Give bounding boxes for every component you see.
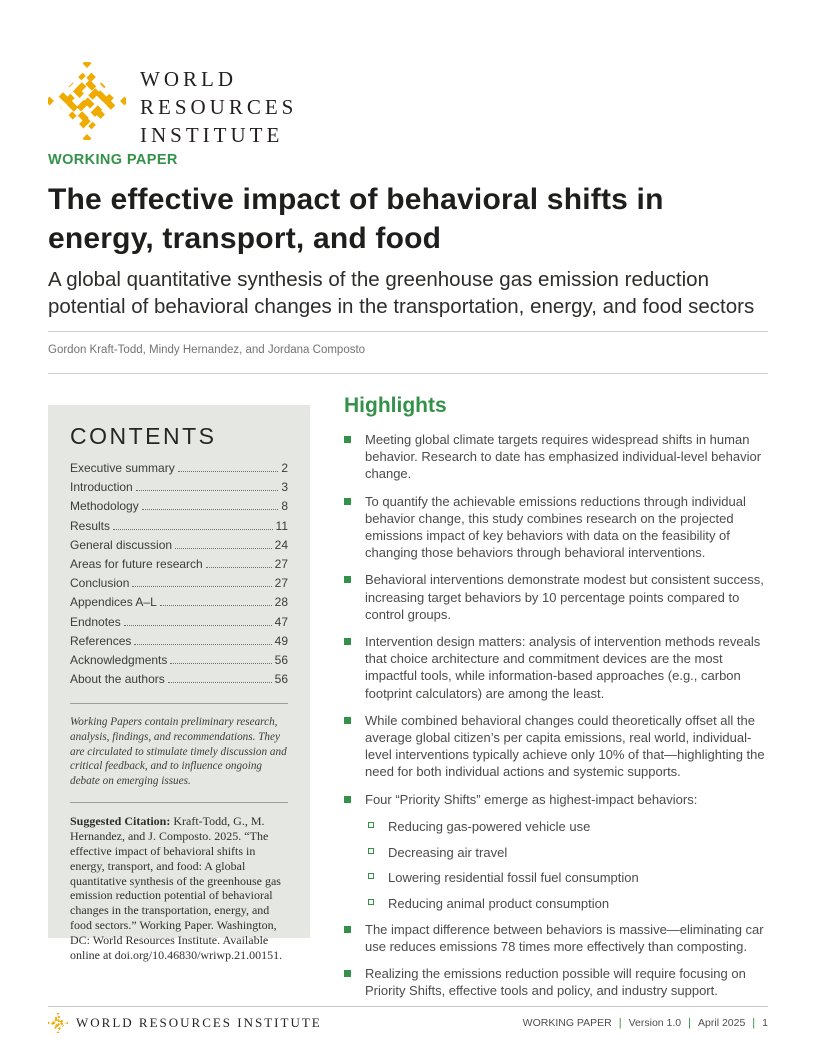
toc-leader-dots <box>132 586 271 587</box>
highlight-item <box>344 965 778 999</box>
hollow-square-bullet-icon <box>368 848 374 854</box>
footer-brand <box>48 1013 322 1033</box>
toc-leader-dots <box>124 625 272 626</box>
toc-item <box>70 632 288 651</box>
page-title: The effective impact of behavioral shifts in energy, transport, and food <box>48 183 664 255</box>
footer-separator: | <box>688 1017 692 1029</box>
toc-leader-dots <box>113 529 273 530</box>
toc-page-number: 56 <box>274 672 288 687</box>
priority-shift-text: Decreasing air travel <box>388 844 508 860</box>
citation-text: Kraft-Todd, G., M. Hernandez, and J. Composto. 2025. “The effective impact of behavioral shifts in energy, transport, and food: A global quantitative synthesis of the greenhouse gas emission reduction potential of behavioral changes in the transportation, energy, and food sectors.” Working Paper. Washington, DC: World Resources Institute. Available online at doi.org/10.46830/wriwp.21.00151. <box>70 814 283 962</box>
contents-heading: CONTENTS <box>70 423 217 449</box>
toc-label: About the authors <box>70 672 165 687</box>
hollow-square-bullet-icon <box>368 822 374 828</box>
citation-label: Suggested Citation: <box>70 814 171 829</box>
toc-label: General discussion <box>70 537 173 552</box>
toc-item <box>70 593 288 612</box>
org-name-line2: RESOURCES <box>140 95 298 119</box>
square-bullet-icon <box>344 970 351 977</box>
footer-org-name: WORLD RESOURCES INSTITUTE <box>76 1015 322 1030</box>
footer-meta <box>523 1017 768 1029</box>
highlight-text: Meeting global climate targets requires widespread shifts in human behavior. Research to date has emphasized individual-level behavior change. <box>365 432 762 482</box>
footer <box>48 1013 768 1033</box>
divider <box>48 373 768 374</box>
suggested-citation <box>70 814 288 962</box>
toc-item <box>70 555 288 574</box>
highlight-item <box>344 791 778 808</box>
working-paper-note: Working Papers contain preliminary research, analysis, findings, and recommendations. They are circulated to stimulate timely discussion and critical feedback, and to influence ongoing debate on emerging issues. <box>70 716 287 787</box>
toc-page-number: 2 <box>281 461 288 475</box>
priority-shift-text: Reducing animal product consumption <box>388 895 610 911</box>
priority-shift-item <box>368 844 778 861</box>
toc-leader-dots <box>160 605 272 606</box>
highlight-text: To quantify the achievable emissions reductions through individual behavior change, this study combines research on the projected emissions impact of key behaviors with data on the feasibility of changing those behaviors through behavioral interventions. <box>365 493 746 561</box>
square-bullet-icon <box>344 717 351 724</box>
toc-item <box>70 670 288 689</box>
sidebar-divider <box>70 802 288 803</box>
highlight-item <box>344 431 778 483</box>
authors-byline: Gordon Kraft-Todd, Mindy Hernandez, and Jordana Composto <box>48 344 366 356</box>
toc-item <box>70 613 288 632</box>
toc-page-number: 3 <box>281 480 288 495</box>
highlights-heading: Highlights <box>344 394 447 417</box>
footer-version: Version 1.0 <box>628 1017 682 1029</box>
toc-leader-dots <box>136 490 279 491</box>
highlight-text: Realizing the emissions reduction possible will require focusing on Priority Shifts, effective tools and policy, and industry support. <box>365 966 746 999</box>
highlight-text: Intervention design matters: analysis of intervention methods reveals that choice architecture and commitment devices are the most impactful tools, while information-based approaches (e.g., carbon footprint calculators) are among the least. <box>365 634 761 701</box>
toc-label: Endnotes <box>70 614 121 629</box>
toc-page-number: 27 <box>274 576 288 591</box>
square-bullet-icon <box>344 576 351 583</box>
contents-sidebar <box>48 405 310 962</box>
toc-item <box>70 517 288 536</box>
wri-logo-lockup <box>48 62 297 149</box>
toc-page-number: 27 <box>274 557 288 572</box>
toc-item <box>70 651 288 670</box>
square-bullet-icon <box>344 498 351 505</box>
divider <box>48 331 768 332</box>
toc-label: Areas for future research <box>70 557 203 572</box>
org-name-line1: WORLD <box>140 67 237 91</box>
toc-item <box>70 536 288 555</box>
toc-leader-dots <box>134 644 271 645</box>
toc-page-number: 28 <box>274 595 288 610</box>
org-name <box>140 62 297 149</box>
hollow-square-bullet-icon <box>368 899 374 905</box>
footer-page-number: 1 <box>762 1017 768 1029</box>
toc-page-number: 11 <box>275 518 288 533</box>
toc-page-number: 24 <box>274 537 288 552</box>
toc-page-number: 47 <box>274 614 288 629</box>
toc-item <box>70 497 288 516</box>
toc-page-number: 8 <box>281 499 288 514</box>
toc-leader-dots <box>175 548 272 549</box>
square-bullet-icon <box>344 796 351 803</box>
toc-page-number: 49 <box>274 633 288 648</box>
priority-shift-item <box>368 895 778 912</box>
priority-shift-text: Lowering residential fossil fuel consumption <box>388 870 639 886</box>
highlight-item <box>344 633 778 702</box>
toc-item <box>70 459 288 478</box>
priority-shift-item <box>368 818 778 835</box>
toc-label: Appendices A–L <box>70 595 157 610</box>
highlights-section <box>344 394 778 1009</box>
footer-divider <box>48 1006 768 1007</box>
toc-leader-dots <box>178 471 279 472</box>
toc-label: Acknowledgments <box>70 653 168 668</box>
toc-leader-dots <box>168 682 272 683</box>
page-subtitle: A global quantitative synthesis of the greenhouse gas emission reduction potential of behavioral changes in the transportation, energy, and food sectors <box>48 268 755 318</box>
footer-separator: | <box>752 1017 756 1029</box>
highlight-item <box>344 571 778 623</box>
toc-label: Methodology <box>70 499 139 514</box>
toc-label: References <box>70 633 132 648</box>
toc-leader-dots <box>206 567 272 568</box>
square-bullet-icon <box>344 638 351 645</box>
footer-doc-type: WORKING PAPER <box>522 1017 612 1029</box>
priority-shift-text: Reducing gas-powered vehicle use <box>388 818 591 834</box>
toc-item <box>70 478 288 497</box>
toc-leader-dots <box>170 663 271 664</box>
square-bullet-icon <box>344 436 351 443</box>
highlight-text: The impact difference between behaviors is massive—eliminating car use reduces emissions 78 times more effectively than composting. <box>365 921 764 954</box>
footer-date: April 2025 <box>698 1017 746 1029</box>
toc-label: Conclusion <box>70 576 130 591</box>
highlight-text: While combined behavioral changes could theoretically offset all the average global citizen’s per capita emissions, real world, individual-level interventions typically achieve only 10% of that—highlighting the need for both individual actions and systemic supports. <box>365 712 765 780</box>
document-type-kicker: WORKING PAPER <box>48 152 178 168</box>
toc-leader-dots <box>142 509 279 510</box>
toc-label: Results <box>70 518 111 533</box>
wri-logo-icon-small <box>48 1013 68 1033</box>
highlight-item <box>344 712 778 781</box>
org-name-line3: INSTITUTE <box>140 123 284 147</box>
highlight-text: Four “Priority Shifts” emerge as highest-impact behaviors: <box>365 791 698 807</box>
toc-item <box>70 574 288 593</box>
wri-logo-icon <box>48 62 126 140</box>
footer-separator: | <box>618 1017 622 1029</box>
highlight-text: Behavioral interventions demonstrate modest but consistent success, increasing target behaviors by 10 percentage points compared to control groups. <box>365 572 764 622</box>
priority-shift-item <box>368 869 778 886</box>
highlight-item <box>344 493 778 562</box>
toc-page-number: 56 <box>274 653 288 668</box>
toc-label: Introduction <box>70 480 133 495</box>
highlight-item <box>344 921 778 955</box>
sidebar-divider <box>70 703 288 704</box>
square-bullet-icon <box>344 926 351 933</box>
hollow-square-bullet-icon <box>368 873 374 879</box>
toc-label: Executive summary <box>70 461 175 475</box>
